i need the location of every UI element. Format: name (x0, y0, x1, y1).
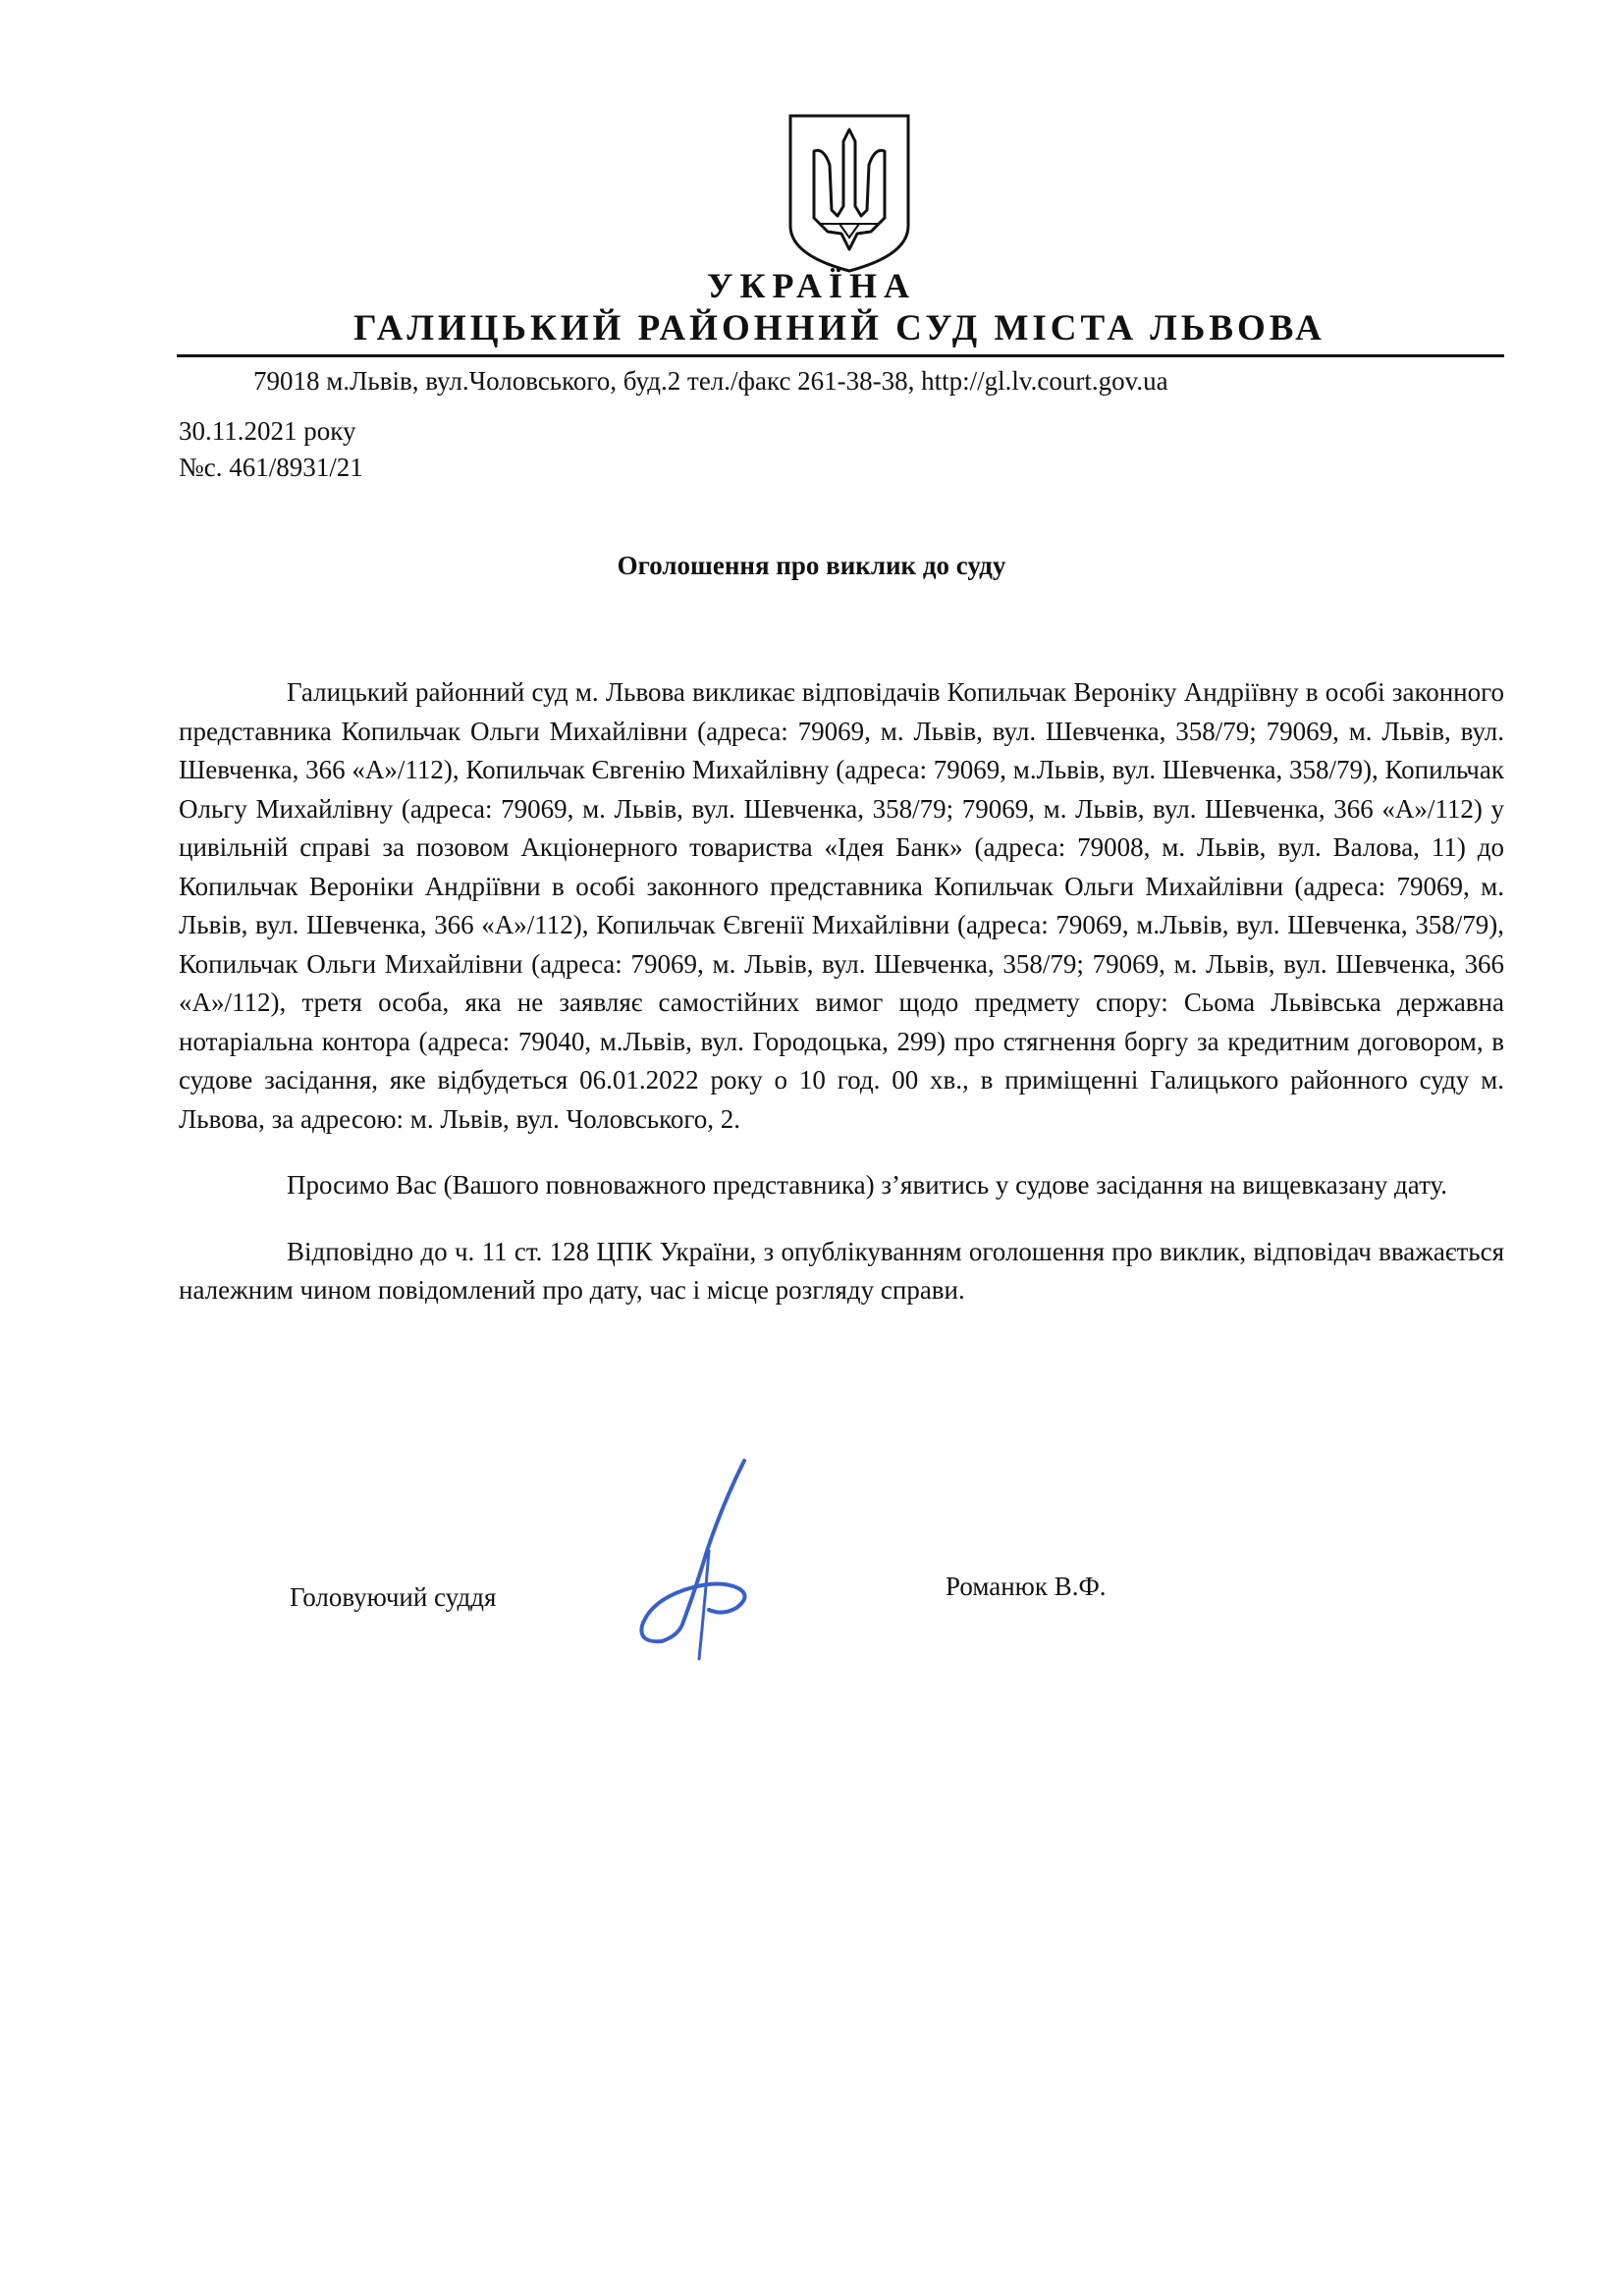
document-date: 30.11.2021 року (179, 416, 356, 446)
court-name: ГАЛИЦЬКИЙ РАЙОННИЙ СУД МІСТА ЛЬВОВА (353, 308, 1325, 348)
case-number: №с. 461/8931/21 (179, 453, 363, 482)
document-body (179, 673, 1504, 1338)
judge-name: Романюк В.Ф. (946, 1572, 1107, 1601)
court-address: 79018 м.Львів, вул.Чоловського, буд.2 тел./факс 261-38-38, http://gl.lv.court.gov.ua (253, 366, 1168, 396)
document-title: Оголошення про виклик до суду (617, 551, 1006, 580)
paragraph-legal-notice: Відповідно до ч. 11 ст. 128 ЦПК України, з опублікуванням оголошення про виклик, відповідач вважається належним чином повідомлений про дату, час і місце розгляду справи. (179, 1236, 1504, 1305)
paragraph-summons: Галицький районний суд м. Львова викликає відповідачів Копильчак Вероніку Андріївну в особі законного представника Копильчак Ольги Михайлівни (адреса: 79069, м. Львів, вул. Шевченка, 358/79; 79069, м. Львів, вул. Шевченка, 366 «А»/112), Копильчак Євгенію Михайлівну (адреса: 79069, м.Львів, вул. Шевченка, 358/79), Копильчак Ольгу Михайлівну (адреса: 79069, м. Львів, вул. Шевченка, 358/79; 79069, м. Львів, вул. Шевченка, 366 «А»/112) у цивільній справі за позовом Акціонерного товариства «Ідея Банк» (адреса: 79008, м. Львів, вул. Валова, 11) до Копильчак Вероніки Андріївни в особі законного представника Копильчак Ольги Михайлівни (адреса: 79069, м. Львів, вул. Шевченка, 366 «А»/112), Копильчак Євгенії Михайлівни (адреса: 79069, м.Львів, вул. Шевченка, 358/79), Копильчак Ольги Михайлівни (адреса: 79069, м. Львів, вул. Шевченка, 358/79; 79069, м. Львів, вул. Шевченка, 366 «А»/112), третя особа, яка не заявляє самостійних вимог щодо предмету спору: Сьома Львівська державна нотаріальна контора (адреса: 79040, м.Львів, вул. Городоцька, 299) про стягнення боргу за кредитним договором, в судове засідання, яке відбудеться 06.01.2022 року о 10 год. 00 хв., в приміщенні Галицького районного суду м. Львова, за адресою: м. Львів, вул. Чоловського, 2. (179, 677, 1504, 1134)
paragraph-request: Просимо Вас (Вашого повноважного представника) з’явитись у судове засідання на вищевказану дату. (287, 1170, 1448, 1200)
coat-of-arms-icon (781, 108, 918, 275)
header-divider (177, 354, 1504, 357)
signatory-role: Головуючий суддя (290, 1582, 497, 1612)
country-name: УКРАЇНА (707, 266, 916, 305)
handwritten-signature-icon (628, 1453, 766, 1679)
